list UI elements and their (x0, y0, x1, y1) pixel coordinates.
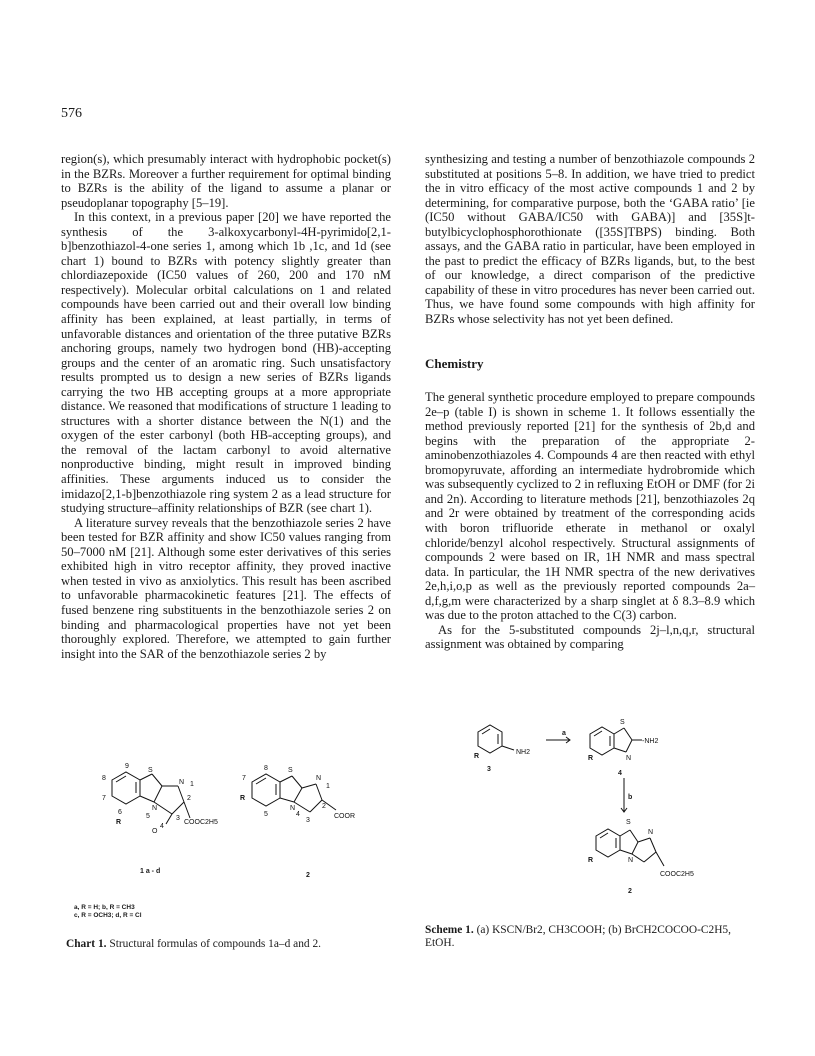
svg-text:8: 8 (102, 775, 106, 782)
svg-text:9: 9 (125, 763, 129, 770)
svg-text:O: O (152, 828, 158, 835)
svg-text:S: S (288, 767, 293, 774)
chart1-legend-line-1: a, R = H; b, R = CH3 (74, 904, 135, 911)
scheme1-label-2: 2 (628, 888, 632, 895)
svg-text:2: 2 (322, 803, 326, 810)
chart1-legend (74, 904, 142, 920)
chart1-legend-line-2: c, R = OCH3; d, R = Cl (74, 912, 142, 919)
chart1-label-1: 1 a - d (140, 868, 161, 875)
left-paragraph-3: A literature survey reveals that the benzothiazole series 2 have been tested for BZR affinity and show IC50 values ranging from 50–7000 nM [21]. Although some ester derivatives of this series exhibited high in vitro receptor affinity, they proved inactive when tested in vivo as anxiolytics. This result has been ascribed to unfavorable pharmacokinetic features [21]. The effects of fused benzene ring substituents in the benzothiazole series 2 on binding and pharmacological properties have not yet been thoroughly explored. Therefore, we attempted to gain further insight into the SAR of the benzothiazole series 2 by (61, 515, 391, 661)
svg-text:COOC2H5: COOC2H5 (184, 819, 218, 826)
left-paragraph-2: In this context, in a previous paper [20] we have reported the synthesis of the 3-alkoxycarbonyl-4H-pyrimido[2,1-b]benzothiazol-4-one series 1, among which 1b ,1c, and 1d (see chart 1) bound to BZRs with potency slightly greater than chlordiazepoxide (IC50 values of 260, 200 and 170 nM respectively). Molecular orbital calculations on 1 and related compounds have been carried out and their overall low binding affinity has been explained, at least partially, in terms of unfavorable distances and orientation of the three putative BZRs anchoring groups, namely two hydrogen bond (HB)-accepting groups and the center of an aromatic ring. Such unsatisfactory results prompted us to design a new series of BZRs ligands carrying the two HB accepting groups at a more appropriate distance. We reasoned that modifications of structure 1 leading to structures with a shorter distance between the N(1) and the oxygen of the ester carbonyl (both HB-accepting groups), and the removal of the lactam carbonyl to avoid alternative nonproductive binding, might result in improved binding affinities. These arguments induced us to consider the imidazo[2,1-b]benzothiazole ring system 2 as a lead structure for studying structure–affinity relationships of BZR (see chart 1). (61, 210, 391, 516)
scheme1-step-b: b (628, 794, 633, 801)
left-paragraph-1: region(s), which presumably interact with hydrophobic pocket(s) in the BZRs. Moreover a further requirement for optimal binding to BZRs is the ability of the ligand to assume a planar or pseudoplanar topography [5–19]. (61, 152, 391, 210)
scheme1-step-a: a (562, 730, 566, 737)
svg-text:2: 2 (187, 795, 191, 802)
svg-text:COOR: COOR (334, 813, 355, 820)
svg-text:5: 5 (264, 811, 268, 818)
svg-text:R: R (240, 795, 246, 802)
svg-text:S: S (148, 767, 153, 774)
chart1-structure-1 (92, 760, 218, 880)
svg-text:N: N (179, 779, 185, 786)
svg-text:S: S (626, 819, 631, 826)
svg-text:R: R (588, 857, 594, 864)
svg-text:N: N (290, 805, 296, 812)
svg-text:R: R (116, 819, 122, 826)
right-paragraph-3: As for the 5-substituted compounds 2j–l,n,q,r, structural assignment was obtained by comparing (425, 622, 755, 652)
scheme1-label-3: 3 (487, 766, 491, 773)
svg-text:6: 6 (118, 809, 122, 816)
scheme1-caption (425, 924, 755, 950)
svg-text:N: N (152, 805, 158, 812)
page-number: 576 (61, 106, 82, 121)
scheme1-label-4: 4 (618, 770, 622, 777)
svg-text:7: 7 (102, 795, 106, 802)
svg-text:1: 1 (326, 783, 330, 790)
right-paragraph-1: synthesizing and testing a number of benzothiazole compounds 2 substituted at positions 5–8. In addition, we have tried to predict the in vitro efficacy of the most active compounds 1 and 2 by determining, for comparative purpose, both the ‘GABA ratio’ [ie (IC50 without GABA/IC50 with GABA)] and [35S]t-butylbicyclophosphorothionate ([35S]TBPS) binding. Both assays, and the GABA ratio in particular, have been employed in the past to predict the efficacy of BZRs ligands, but, to the best of our knowledge, a direct comparison of the predictive capability of these in vitro procedures has never been carried out. Thus, we have found some compounds with high affinity for BZRs whose selectivity has not yet been defined. (425, 152, 755, 327)
svg-text:N: N (316, 775, 322, 782)
svg-text:R: R (588, 755, 594, 762)
svg-text:NH2: NH2 (516, 749, 531, 756)
svg-text:4: 4 (296, 811, 300, 818)
chart1-structure-2 (236, 760, 356, 860)
svg-text:5: 5 (146, 813, 150, 820)
chart1-caption-text: Structural formulas of compounds 1a–d and 2. (109, 938, 321, 950)
chart1-caption-label: Chart 1. (66, 938, 107, 950)
right-paragraph-2: The general synthetic procedure employed to prepare compounds 2e–p (table I) is shown in scheme 1. It follows essentially the method previously reported [21] for the synthesis of 2b,d and begins with the preparation of the appropriate 2-aminobenzothiazoles 4. Compounds 4 are then reacted with ethyl bromopyruvate, affording an intermediate hydrobromide which was subsequently cyclized to 2 in refluxing EtOH or DMF (for 2i and 2n). According to literature methods [21], benzothiazoles 2q and 2r were obtained by treatment of the corresponding acids with boron trifluoride etherate in methanol or oxalyl chloride/benzyl alcohol respectively. Structural assignments of compounds 2 were based on IR, 1H NMR and mass spectral data. In particular, the 1H NMR spectra of the new derivatives 2e,h,i,o,p as well as the previously reported compounds 2a–d,f,g,m were characterized by a sharp singlet at δ 8.3–8.9 which was due to the proton attached to the C(3) carbon. (425, 390, 755, 623)
scheme1-caption-label: Scheme 1. (425, 924, 474, 936)
svg-text:S: S (620, 719, 625, 726)
svg-text:N: N (648, 829, 654, 836)
svg-text:-NH2: -NH2 (642, 738, 659, 745)
section-heading-chemistry: Chemistry (425, 355, 484, 371)
svg-text:COOC2H5: COOC2H5 (660, 871, 694, 878)
scheme1-caption-text: (a) KSCN/Br2, CH3COOH; (b) BrCH2COCOO-C2H5, EtOH. (425, 924, 731, 949)
left-column (61, 152, 391, 661)
svg-text:R: R (474, 753, 480, 760)
svg-text:1: 1 (190, 781, 194, 788)
scheme1-diagram (470, 712, 730, 902)
svg-text:8: 8 (264, 765, 268, 772)
chart1-caption (66, 938, 386, 951)
svg-text:3: 3 (306, 817, 310, 824)
svg-text:3: 3 (176, 815, 180, 822)
svg-text:N: N (628, 857, 634, 864)
svg-text:7: 7 (242, 775, 246, 782)
right-column (425, 152, 755, 652)
svg-text:4: 4 (160, 823, 164, 830)
svg-text:N: N (626, 755, 632, 762)
chart1-label-2: 2 (306, 872, 310, 879)
